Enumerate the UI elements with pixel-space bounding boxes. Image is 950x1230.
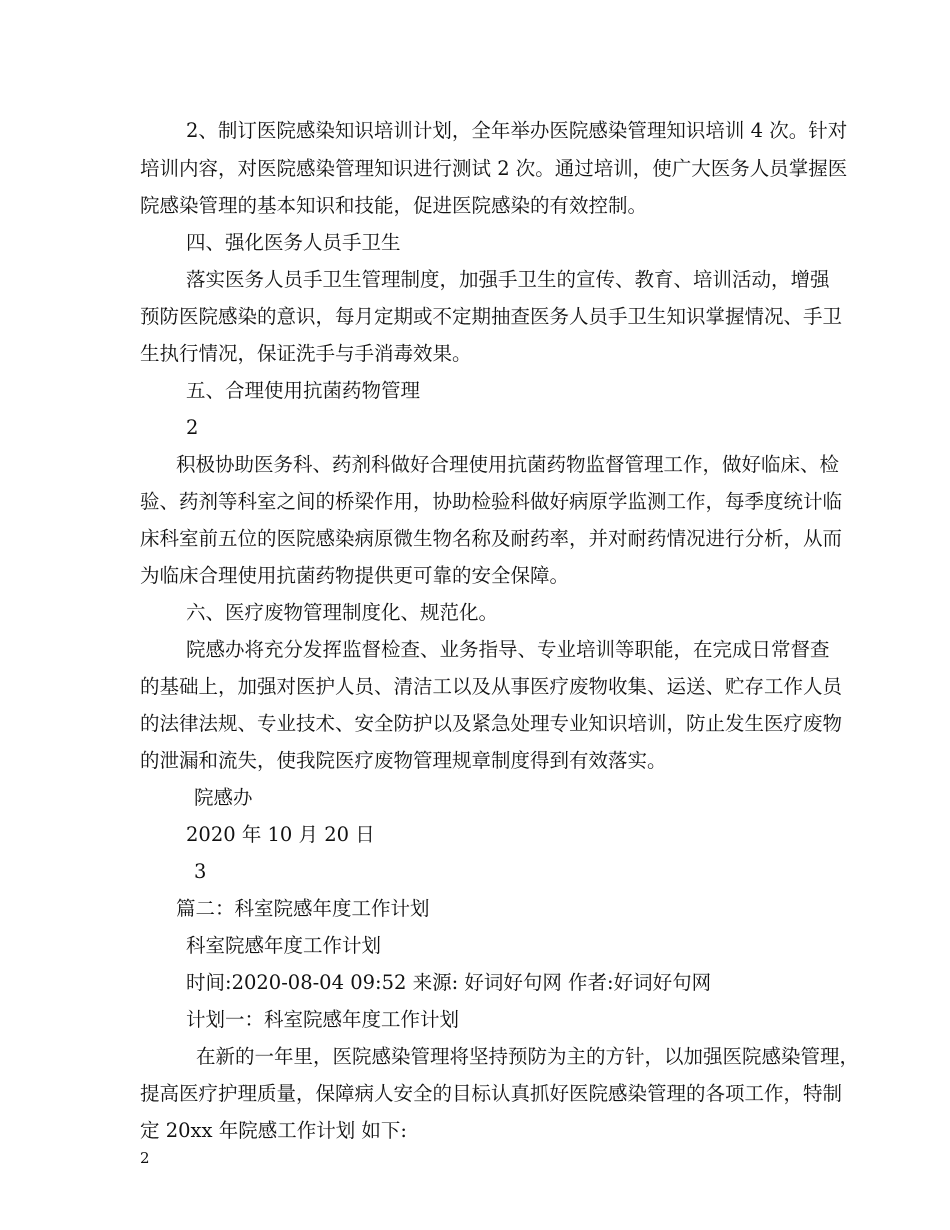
text-line: 落实医务人员手卫生管理制度，加强手卫生的宣传、教育、培训活动，增强 bbox=[186, 268, 830, 291]
section-heading: 六、医疗废物管理制度化、规范化。 bbox=[186, 601, 499, 624]
page-marker: 3 bbox=[194, 860, 207, 883]
text-line: 在新的一年里，医院感染管理将坚持预防为主的方针，以加强医院感染管理， bbox=[196, 1045, 860, 1068]
text-line: 生执行情况，保证洗手与手消毒效果。 bbox=[140, 342, 472, 365]
article-meta: 时间:2020-08-04 09:52 来源: 好词好句网 作者:好词好句网 bbox=[186, 971, 712, 994]
signature-office: 院感办 bbox=[194, 786, 253, 809]
text-line: 的泄漏和流失，使我院医疗废物管理规章制度得到有效落实。 bbox=[140, 749, 667, 772]
text-line: 为临床合理使用抗菌药物提供更可靠的安全保障。 bbox=[140, 564, 570, 587]
section-heading: 篇二：科室院感年度工作计划 bbox=[176, 897, 430, 920]
text-line: 床科室前五位的医院感染病原微生物名称及耐药率，并对耐药情况进行分析，从而 bbox=[140, 527, 843, 550]
signature-date: 2020 年 10 月 20 日 bbox=[186, 823, 375, 846]
section-heading: 四、强化医务人员手卫生 bbox=[186, 231, 401, 254]
section-heading: 五、合理使用抗菌药物管理 bbox=[186, 379, 421, 402]
text-line: 的基础上，加强对医护人员、清洁工以及从事医疗废物收集、运送、贮存工作人员 bbox=[140, 675, 843, 698]
text-line: 定 20xx 年院感工作计划 如下: bbox=[140, 1119, 407, 1142]
text-line: 的法律法规、专业技术、安全防护以及紧急处理专业知识培训，防止发生医疗废物 bbox=[140, 712, 843, 735]
article-title: 科室院感年度工作计划 bbox=[186, 934, 382, 957]
section-heading: 计划一：科室院感年度工作计划 bbox=[186, 1008, 460, 1031]
page-marker: 2 bbox=[186, 416, 199, 439]
text-line: 验、药剂等科室之间的桥梁作用，协助检验科做好病原学监测工作，每季度统计临 bbox=[140, 490, 843, 513]
text-line: 院感办将充分发挥监督检查、业务指导、专业培训等职能，在完成日常督查 bbox=[186, 638, 830, 661]
text-line: 2、制订医院感染知识培训计划，全年举办医院感染管理知识培训 4 次。针对 bbox=[186, 119, 848, 142]
text-line: 院感染管理的基本知识和技能，促进医院感染的有效控制。 bbox=[140, 194, 648, 217]
text-line: 提高医疗护理质量，保障病人安全的目标认真抓好医院感染管理的各项工作，特制 bbox=[140, 1082, 843, 1105]
text-line: 预防医院感染的意识，每月定期或不定期抽查医务人员手卫生知识掌握情况、手卫 bbox=[140, 305, 843, 328]
footer-page-number: 2 bbox=[140, 1149, 150, 1167]
text-line: 培训内容，对医院感染管理知识进行测试 2 次。通过培训，使广大医务人员掌握医 bbox=[140, 157, 848, 180]
text-line: 积极协助医务科、药剂科做好合理使用抗菌药物监督管理工作，做好临床、检 bbox=[176, 453, 840, 476]
